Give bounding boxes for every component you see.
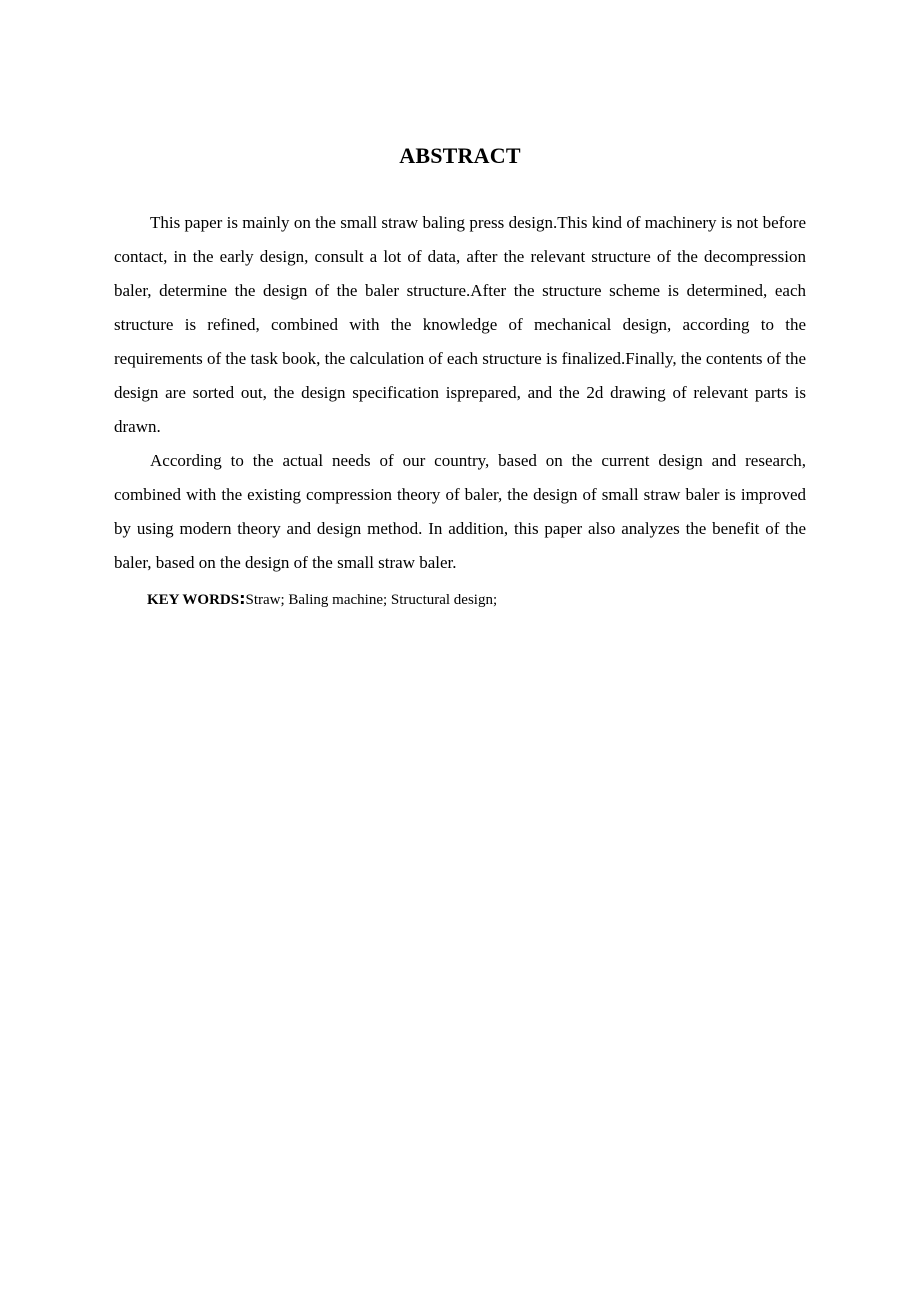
keywords-line <box>147 587 497 612</box>
abstract-body <box>114 206 806 580</box>
keywords-separator: : <box>239 589 246 608</box>
abstract-paragraph-1: This paper is mainly on the small straw baling press design.This kind of machinery is not before contact, in the early design, consult a lot of data, after the relevant structure of the decompression baler, determine the design of the baler structure.After the structure scheme is determined, each structure is refined, combined with the knowledge of mechanical design, according to the requirements of the task book, the calculation of each structure is finalized.Finally, the contents of the design are sorted out, the design specification isprepared, and the 2d drawing of relevant parts is drawn. <box>114 213 806 436</box>
keywords-label: KEY WORDS <box>147 592 240 608</box>
keywords-value: Straw; Baling machine; Structural design; <box>245 592 498 608</box>
abstract-paragraph-2: According to the actual needs of our country, based on the current design and research, combined with the existing compression theory of baler, the design of small straw baler is improved by using modern theory and design method. In addition, this paper also analyzes the benefit of the baler, based on the design of the small straw baler. <box>114 451 806 572</box>
abstract-title: ABSTRACT <box>399 143 521 168</box>
